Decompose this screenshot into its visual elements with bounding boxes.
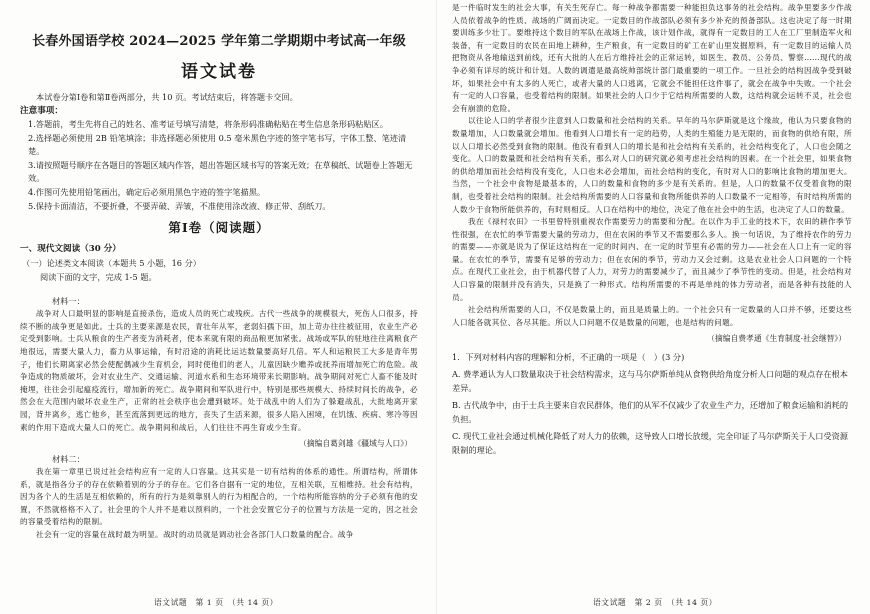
option-a: A. 费孝通认为人口数量取决于社会结构需求，这与马尔萨斯单纯从食物供给角度分析人口问题的观点存在根本差异。 bbox=[452, 369, 848, 393]
volume-title: 第Ⅰ卷（阅读题） bbox=[168, 220, 270, 236]
material-2-continuation: 社会有一定的容量在战时最为明显。战时的动员就是调动社会各部门人口数量的配合。战争 bbox=[36, 530, 354, 540]
material-2-source: （摘编自费孝通《生育制度·社会继替》） bbox=[707, 334, 846, 344]
material-2-paragraph: 以往论人口的学者很少注意到人口数量和社会结构的关系。早年的马尔萨斯就是这个缘故，他认为只要食物的数量增加，人口数量就会增加。他看到人口增长有一定的趋势，人类的生殖能力是无限的，而食物的供给有限，所以人口增长必然受到食物的限制。他没有看到人口的增长是和社会结构有关系的，社会结构变化了，人口也会随之变化。人口的数量既和社会结构有关系，那么对人口的研究就必须考虑社会结构的因素。在一个社会里，如果食物的供给增加而社会结构没有变化，人口也未必会增加，而社会结构的变化，有时对人口的影响比食物的增加更大。当然，一个社会中食物是最基本的，人口的数量和食物的多少是有关系的。但是，人口的数量不仅受着食物的限制，也受着社会结构的限制。社会结构所需要的人口容量和食物所能供养的人口数量不一定相等，有时结构所需的人数少于食物所能供养的，有时则相反。人口在结构中的地位，决定了他在社会中的生活，也决定了人口的数量。 bbox=[452, 116, 852, 214]
material-2-paragraph: 我在《禄村农田》一书里曾特别重视农作需要劳力的需要和分配。在以作为手工业的技术下，农田的耕作季节性很强，在农忙的季节需要大量的劳动力，但在农闲的季节又不需要那么多人。换一句话说，为了维持农作的劳力的需要——亦就是说为了保证这结构在一定的时间内、在一定的时节里有必需的劳力——社会在人口上有一定的容量。在农忙的季节，需要有足够的劳动力；但在农闲的季节，劳动力又会过剩。这是农业社会人口问题的一个特点。在现代工业社会，由于机器代替了人力，对劳力的需要减少了，而且减少了季节性的变动。但是，社会结构对人口容量的限制并没有消失，只是换了一种形式。结构所需要的不再是单纯的体力劳动者，而是各种有技能的人员。 bbox=[452, 217, 852, 302]
subject-title: 语文试卷 bbox=[181, 62, 257, 82]
exam-page-1 bbox=[0, 0, 432, 614]
page-2-footer: 语文试题 第 2 页 （共 14 页） bbox=[593, 598, 717, 607]
material-2-paragraph: 社会结构所需要的人口，不仅是数量上的，而且是质量上的。一个社会只有一定数量的人口并不够，还要这些人口能各就其位、各尽其能。所以人口问题不仅是数量的问题，也是结构的问题。 bbox=[452, 305, 852, 327]
question-1: 1．下列对材料内容的理解和分析，不正确的一项是（ ）(3 分) bbox=[452, 352, 685, 363]
material-1-text: 战争对人口最明显的影响是直接杀伤，造成人员的死亡或残疾。古代一些战争的规模很大，死伤人口很多，持续不断的战争更是如此。士兵的主要来源是农民，青壮年从军，老弱妇孺下田，加上苛办往往被征用，农业生产必定受到影响。士兵从粮食的生产者变为消耗者，使本来就有限的商品粮更加紧张。战场或军队的驻地往往离粮食产地很远，需要大量人力，畜力从事运输，有时沿途的消耗比运达数量要高好几倍。军人和运粮民工大多是青年男子，他们长期离家必然会使配偶减少生育机会，同时使他们的老人，儿童因缺少赡养或抚养而增加死亡的危险。战争造成的物质破坏，会对农业生产、交通运输、河道水系和生态环境带来长期影响。战争期间对死亡人畜不能及时掩埋，往往会引起瘟疫流行，增加新的死亡。战争期间和军队进行中，特别是那些规模大、持续时间长的战争，必然会在大范围内破坏农业生产，正常的社会秩序也会遭到破坏。处于战乱中的人们为了躲避战乱，大批地离开家园，背井离乡，逃亡他乡，甚至流落到更远的地方，丧失了生活来源，很多人陷入困境，在饥饿、疾病、寒冷等因素的作用下造成大量人口的死亡。战争期间和战后，人们往往不再生育或少生育。 bbox=[20, 309, 418, 432]
note-item: 3.请按照题号顺序在各题目的答题区域内作答，超出答题区域书写的答案无效；在草稿纸、试题卷上答题无效。 bbox=[28, 159, 413, 184]
exam-meta: 本试卷分第Ⅰ卷和第Ⅱ卷两部分，共 10 页。考试结束后，将答题卡交回。 bbox=[36, 92, 298, 102]
note-item: 2.选择题必须使用 2B 铅笔填涂；非选择题必须使用 0.5 毫米黑色字迹的签字笔书写，字体工整、笔迹清楚。 bbox=[28, 132, 407, 157]
material-1-heading: 材料一： bbox=[52, 296, 85, 307]
note-item: 4.作图可先使用铅笔画出，确定后必须用黑色字迹的签字笔描黑。 bbox=[28, 186, 266, 197]
notes-heading: 注意事项： bbox=[20, 106, 63, 116]
section-heading: 一、现代文阅读（30 分） bbox=[20, 244, 121, 255]
material-2-heading: 材料二： bbox=[52, 454, 85, 465]
material-2-paragraph: 是一件临时发生的社会大事，有关生死存亡。每一种战争都需要一种能担负这事务的社会结构。战争里要多少作战人员依着战争的性质、战场的广阔而决定。一定数目的作战部队必须有多少补充的预备部队。这也决定了每一时期要训练多少壮丁。要维持这个数目的军队在战场上作战，该计划作战，就得有一定数目的工人在工厂里制造军火和装备，有一定数目的农民在田地上耕种，生产粮食，有一定数目的矿工在矿山里发掘原料，有一定数目的运输人员把物资从各地输送到前线，还有大批的人在后方维持社会的正常运转，如医生、教员、公务员、警察……现代的战争必须有详尽的统计和计划。人数的调遣是最高统帅部统计部门最重要的一项工作。一旦社会的结构因战争受到破坏，如果社会中有太多的人死亡，或者大量的人口逃离，它就会不能担任这件事了，就会在战争中失败。一个社会有一定的人口容量，也受着结构的限制。如果社会的人口少于它结构所需要的人数，这结构就会运转不灵，社会也会有崩溃的危险。 bbox=[452, 3, 852, 113]
material-1-source: （摘编自葛剑雄《疆域与人口》） bbox=[298, 439, 412, 449]
option-c: C. 现代工业社会通过机械化降低了对人力的依赖，这导致人口增长放缓，完全印证了马尔萨斯关于人口受资源限制的理论。 bbox=[452, 431, 848, 455]
reading-instruction: 阅读下面的文字，完成 1-5 题。 bbox=[40, 272, 157, 283]
exam-page-2 bbox=[440, 0, 870, 614]
page-divider bbox=[436, 0, 437, 614]
material-2-text: 我在第一章里已说过社会结构应有一定的人口容量。这其实是一切有结构的体系的通性。所谓结构，所谓体系，就是指各分子的存在依赖着别的分子的存在。它们各自据有一定的地位，互相关联，互相维持。社会有结构，因为各个人的生活是互相依赖的，所有的行为是须靠别人的行为相配合的，一个结构所能容纳的分子必须有他的安置，不然就格格不入了。社会里的个人并不是难以预料的，一个社会安置它分子的位置与方法是一定的，因之社会的容量受着结构的限制。 bbox=[20, 467, 418, 527]
page-1-footer: 语文试题 第 1 页 （共 14 页） bbox=[154, 598, 278, 607]
subsection-heading: （一）论述类文本阅读（本题共 5 小题，16 分） bbox=[22, 258, 201, 269]
note-item: 1.答题前，考生先将自己的姓名、准考证号填写清楚，将条形码准确粘贴在考生信息条形码粘贴区。 bbox=[28, 119, 388, 129]
note-item: 5.保持卡面清洁，不要折叠，不要弄破、弄皱，不准使用涂改液、修正带、刮纸刀。 bbox=[28, 200, 331, 211]
option-b: B. 古代战争中，由于士兵主要来自农民群体，他们的从军不仅减少了农业生产力，还增加了粮食运输和消耗的负担。 bbox=[452, 400, 849, 424]
exam-title: 长春外国语学校 2024—2025 学年第二学期期中考试高一年级 bbox=[32, 34, 406, 49]
